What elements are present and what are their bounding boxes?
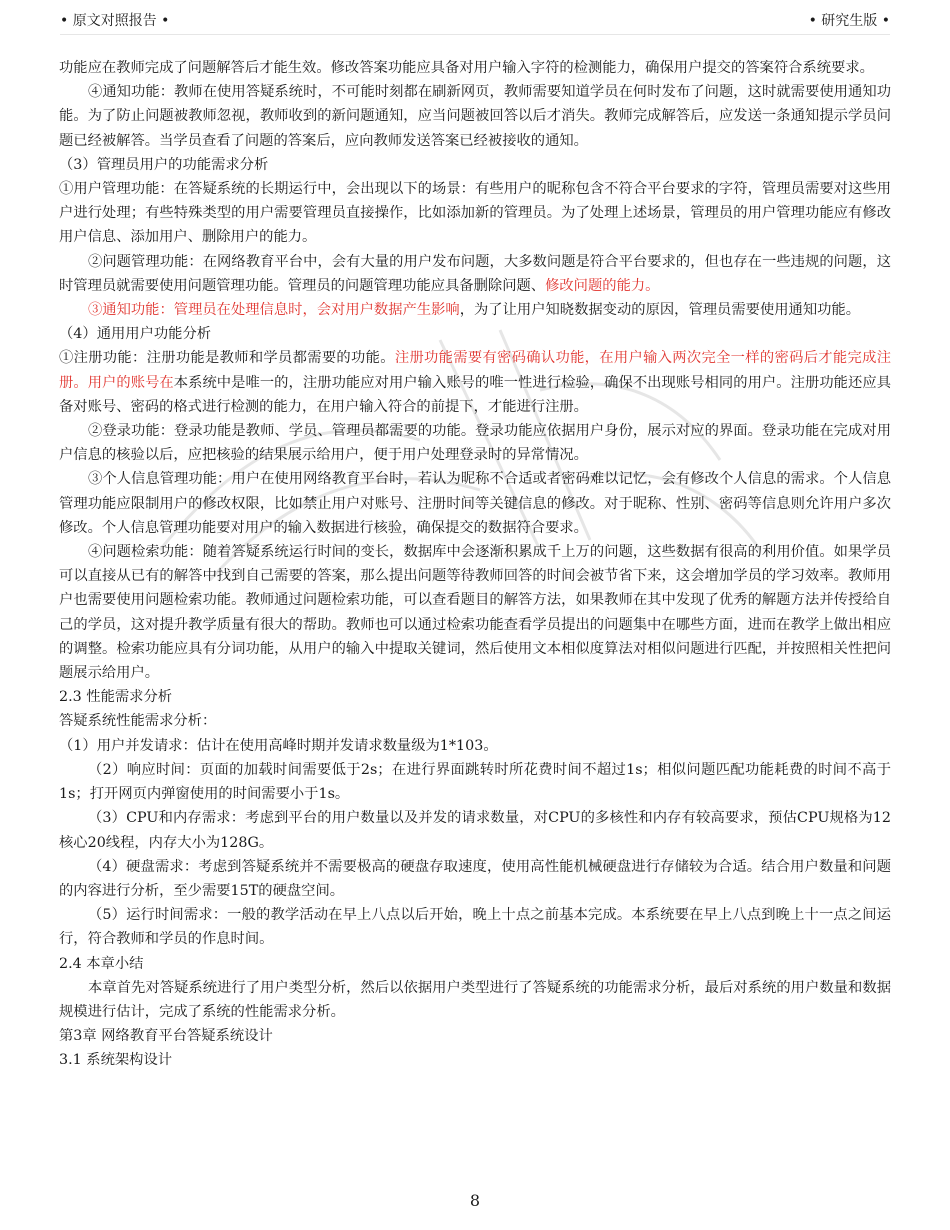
text-run: ②问题管理功能：在网络教育平台中，会有大量的用户发布问题，大多数问题是符合平台要求的，但也存在一些违规的问题，这时管理员就需要使用问题管理功能。管理员的问题管理功能应具备删除问题、 bbox=[59, 253, 891, 294]
text-run: （4）硬盘需求：考虑到答疑系统并不需要极高的硬盘存取速度，使用高性能机械硬盘进行存储较为合适。结合用户数量和问题的内容进行分析，至少需要15T的硬盘空间。 bbox=[59, 858, 891, 899]
text-run: （5）运行时间需求：一般的教学活动在早上八点以后开始，晚上十点之前基本完成。本系统要在早上八点到晚上十一点之间运行，符合教师和学员的作息时间。 bbox=[59, 907, 891, 948]
paragraph bbox=[59, 952, 891, 976]
paragraph bbox=[59, 709, 891, 733]
paragraph bbox=[59, 322, 891, 346]
paragraph bbox=[59, 540, 891, 685]
header-right-label: • 研究生版 • bbox=[808, 13, 890, 29]
text-run: ④问题检索功能：随着答疑系统运行时间的变长，数据库中会逐渐积累成千上万的问题，这些数据有很高的利用价值。如果学员可以直接从已有的解答中找到自己需要的答案，那么提出问题等待教师回答的时间会被节省下来，这会增加学员的学习效率。教师用户也需要使用问题检索功能。教师通过问题检索功能，可以查看题目的解答方法，如果教师在其中发现了优秀的解题方法并传授给自己的学员，这对提升教学质量有很大的帮助。教师也可以通过检索功能查看学员提出的问题集中在哪些方面，进而在教学上做出相应的调整。检索功能应具有分词功能，从用户的输入中提取关键词，然后使用文本相似度算法对相似问题进行匹配，并按照相关性把问题展示给用户。 bbox=[59, 544, 891, 682]
text-run: ②登录功能：登录功能是教师、学员、管理员都需要的功能。登录功能应依据用户身份，展示对应的界面。登录功能在完成对用户信息的核验以后，应把核验的结果展示给用户，便于用户处理登录时的异常情况。 bbox=[59, 423, 891, 464]
text-run: （1）用户并发请求：估计在使用高峰时期并发请求数量级为1*103。 bbox=[59, 737, 498, 754]
paragraph bbox=[59, 419, 891, 467]
text-run: ③个人信息管理功能：用户在使用网络教育平台时，若认为昵称不合适或者密码难以记忆，会有修改个人信息的需求。个人信息管理功能应限制用户的修改权限，比如禁止用户对账号、注册时间等关键信息的修改。对于昵称、性别、密码等信息则允许用户多次修改。个人信息管理功能要对用户的输入数据进行核验，确保提交的数据符合要求。 bbox=[59, 471, 891, 536]
header-left-label: • 原文对照报告 • bbox=[60, 13, 170, 29]
paragraph bbox=[59, 177, 891, 250]
text-run: 第3章 网络教育平台答疑系统设计 bbox=[59, 1028, 273, 1045]
paragraph bbox=[59, 346, 891, 419]
paragraph bbox=[59, 80, 891, 153]
paragraph bbox=[59, 1048, 891, 1072]
text-run: （3）CPU和内存需求：考虑到平台的用户数量以及并发的请求数量，对CPU的多核性和内存有较高要求，预估CPU规格为12核心20线程，内存大小为128G。 bbox=[59, 810, 891, 851]
highlighted-text: 修改问题的能力。 bbox=[545, 277, 660, 294]
text-run: 3.1 系统架构设计 bbox=[59, 1052, 173, 1069]
paragraph bbox=[59, 903, 891, 951]
text-run: 答疑系统性能需求分析： bbox=[59, 713, 217, 730]
paragraph bbox=[59, 734, 891, 758]
text-run: 2.3 性能需求分析 bbox=[59, 689, 173, 706]
paragraph bbox=[59, 298, 891, 322]
header-divider bbox=[60, 34, 890, 35]
text-run: ①注册功能：注册功能是教师和学员都需要的功能。 bbox=[59, 350, 395, 367]
text-run: 本系统中是唯一的，注册功能应对用户输入账号的唯一性进行检验，确保不出现账号相同的用户。注册功能还应具备对账号、密码的格式进行检测的能力，在用户输入符合的前提下，才能进行注册。 bbox=[59, 374, 891, 415]
paragraph bbox=[59, 685, 891, 709]
paragraph bbox=[59, 758, 891, 806]
document-body bbox=[59, 56, 891, 1073]
paragraph bbox=[59, 153, 891, 177]
paragraph bbox=[59, 976, 891, 1024]
highlighted-text: 注册功能需要有密码确认功能，在用户输入两次完全一样的密码后才能完成注册。用户的账号在 bbox=[59, 350, 891, 391]
text-run: （3）管理员用户的功能需求分析 bbox=[59, 156, 269, 173]
text-run: ，为了让用户知晓数据变动的原因，管理员需要使用通知功能。 bbox=[459, 302, 861, 319]
page-header bbox=[60, 10, 890, 30]
text-run: 功能应在教师完成了问题解答后才能生效。修改答案功能应具备对用户输入字符的检测能力，确保用户提交的答案符合系统要求。 bbox=[59, 60, 874, 76]
text-run: （4）通用用户功能分析 bbox=[59, 326, 212, 343]
paragraph bbox=[59, 250, 891, 298]
text-run: ①用户管理功能：在答疑系统的长期运行中，会出现以下的场景：有些用户的昵称包含不符合平台要求的字符，管理员需要对这些用户进行处理；有些特殊类型的用户需要管理员直接操作，比如添加新的管理员。为了处理上述场景，管理员的用户管理功能应有修改用户信息、添加用户、删除用户的能力。 bbox=[59, 181, 891, 246]
paragraph bbox=[59, 855, 891, 903]
page-number: 8 bbox=[469, 1191, 481, 1210]
paragraph bbox=[59, 467, 891, 540]
paragraph bbox=[59, 806, 891, 854]
highlighted-text: ③通知功能：管理员在处理信息时，会对用户数据产生影响 bbox=[88, 302, 460, 319]
paragraph bbox=[59, 1024, 891, 1048]
text-run: ④通知功能：教师在使用答疑系统时，不可能时刻都在刷新网页，教师需要知道学员在何时发布了问题，这时就需要使用通知功能。为了防止问题被教师忽视，教师收到的新问题通知，应当问题被回答以后才消失。教师完成解答后，应发送一条通知提示学员问题已经被解答。当学员查看了问题的答案后，应向教师发送答案已经被接收的通知。 bbox=[59, 84, 891, 149]
paragraph bbox=[59, 56, 891, 80]
text-run: （2）响应时间：页面的加载时间需要低于2s；在进行界面跳转时所花费时间不超过1s；相似问题匹配功能耗费的时间不高于1s；打开网页内弹窗使用的时间需要小于1s。 bbox=[59, 761, 891, 803]
text-run: 本章首先对答疑系统进行了用户类型分析，然后以依据用户类型进行了答疑系统的功能需求分析，最后对系统的用户数量和数据规模进行估计，完成了系统的性能需求分析。 bbox=[59, 979, 891, 1020]
text-run: 2.4 本章小结 bbox=[59, 955, 144, 972]
